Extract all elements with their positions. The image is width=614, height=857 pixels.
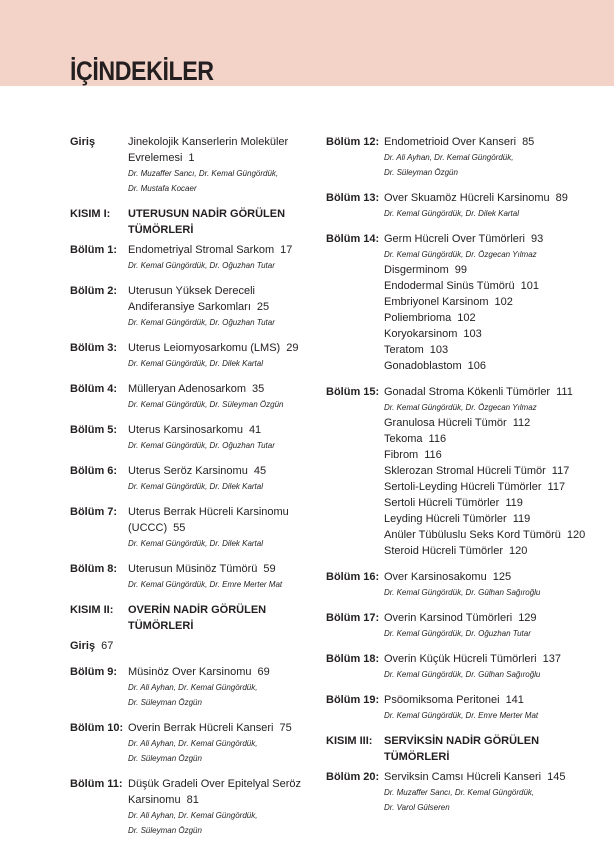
toc-subentry-title: Endodermal Sinüs Tümörü [384, 280, 515, 292]
toc-entry-label: Bölüm 17: [326, 612, 380, 624]
toc-entry-title [384, 692, 596, 708]
toc-entry-authors: Dr. Süleyman Özgün [128, 698, 202, 707]
toc-entry-authors: Dr. Mustafa Kocaer [128, 184, 197, 193]
toc-entry [70, 340, 310, 371]
toc-entry [326, 134, 596, 180]
toc-subentry-page: 112 [512, 417, 531, 429]
toc-entry-label: Bölüm 18: [326, 653, 380, 665]
toc-entry [70, 242, 310, 273]
toc-entry-label: Bölüm 16: [326, 571, 380, 583]
toc-entry-authors: Dr. Kemal Güngördük, Dr. Oğuzhan Tutar [128, 318, 275, 327]
toc-entry-title [384, 651, 596, 667]
toc-entry-page: 81 [186, 794, 199, 806]
toc-subentry-page: 117 [551, 465, 570, 477]
toc-entry-label: Bölüm 9: [70, 666, 118, 678]
toc-subentry-title: Poliembrioma [384, 312, 452, 324]
toc-entry-body [384, 384, 596, 559]
toc-entry-body [384, 190, 596, 221]
toc-entry-body [128, 720, 310, 766]
toc-subentry-page: 102 [494, 296, 513, 308]
toc-entry-label: Bölüm 20: [326, 771, 380, 783]
toc-entry-page: 29 [286, 342, 299, 354]
toc-entry [70, 561, 310, 592]
toc-entry [70, 664, 310, 710]
toc-left-column [70, 134, 310, 848]
toc-entry-body [384, 733, 596, 765]
toc-subentry-title: Gonadoblastom [384, 360, 462, 372]
toc-right-column [326, 134, 596, 825]
toc-entry-authors: Dr. Muzaffer Sancı, Dr. Kemal Güngördük, [128, 169, 279, 178]
toc-entry-title-text: Serviksin Camsı Hücreli Kanseri [384, 771, 542, 783]
toc-entry-page: 145 [547, 771, 566, 783]
toc-entry-body [128, 463, 310, 494]
toc-entry-authors: Dr. Kemal Güngördük, Dr. Gülhan Sağıroğlu [384, 670, 541, 679]
page-title: İÇİNDEKİLER [70, 56, 214, 86]
toc-entry-body [128, 504, 310, 551]
toc-entry-title-text: Overin Berrak Hücreli Kanseri [128, 722, 274, 734]
toc-entry-body [128, 283, 310, 330]
toc-entry-title [128, 134, 310, 166]
toc-entry-authors: Dr. Ali Ayhan, Dr. Kemal Güngördük, [384, 153, 514, 162]
toc-entry-label: Bölüm 13: [326, 192, 380, 204]
toc-entry-page: 67 [101, 640, 114, 652]
toc-entry-title-text: Uterusun Müsinöz Tümörü [128, 563, 258, 575]
toc-entry-authors: Dr. Süleyman Özgün [128, 754, 202, 763]
toc-entry [326, 569, 596, 600]
toc-entry-label: Giriş [70, 136, 96, 148]
toc-entry-body [384, 231, 596, 374]
toc-entry-page: 137 [542, 653, 561, 665]
toc-entry-authors: Dr. Kemal Güngördük, Dr. Dilek Kartal [128, 359, 264, 368]
toc-subentry [384, 326, 596, 342]
toc-entry-authors: Dr. Kemal Güngördük, Dr. Oğuzhan Tutar [128, 261, 275, 270]
toc-subentry-page: 102 [457, 312, 476, 324]
toc-entry-title-text: Uterus Seröz Karsinomu [128, 465, 248, 477]
toc-entry-title [384, 769, 596, 785]
toc-entry-label: Bölüm 19: [326, 694, 380, 706]
toc-entry-body [128, 134, 310, 196]
toc-entry-label: Giriş [70, 640, 96, 652]
toc-subentry-title: Embriyonel Karsinom [384, 296, 489, 308]
toc-subentry-title: Teratom [384, 344, 424, 356]
toc-entry-page: 55 [173, 522, 186, 534]
toc-subentry-page: 106 [467, 360, 487, 372]
toc-entry-label: Bölüm 10: [70, 722, 124, 734]
toc-entry-title-text: SERVİKSİN NADİR GÖRÜLEN TÜMÖRLERİ [384, 735, 540, 763]
toc-entry [70, 638, 310, 654]
toc-entry-authors: Dr. Kemal Güngördük, Dr. Özgecan Yılmaz [384, 403, 537, 412]
toc-entry-body [128, 242, 310, 273]
toc-entry-body [384, 134, 596, 180]
toc-entry-label: Bölüm 4: [70, 383, 118, 395]
toc-entry-title [128, 720, 310, 736]
toc-entry-title [128, 242, 310, 258]
toc-subentry-title: Sertoli-Leyding Hücreli Tümörler [384, 481, 542, 493]
toc-entry-title-text: Müsinöz Over Karsinomu [128, 666, 252, 678]
toc-entry-authors: Dr. Süleyman Özgün [384, 168, 458, 177]
toc-entry [326, 610, 596, 641]
toc-subentry-page: 103 [429, 344, 449, 356]
toc-part-heading [326, 733, 596, 765]
toc-entry-body [128, 340, 310, 371]
toc-entry-body [128, 381, 310, 412]
toc-entry-title [384, 733, 596, 765]
toc-entry-title [128, 463, 310, 479]
toc-part-heading [70, 206, 310, 238]
toc-entry-label: KISIM II: [70, 604, 114, 616]
toc-entry [70, 381, 310, 412]
toc-subentry [384, 278, 596, 294]
toc-entry-label: Bölüm 12: [326, 136, 380, 148]
toc-entry-title-text: Germ Hücreli Over Tümörleri [384, 233, 525, 245]
toc-subentry-page: 103 [463, 328, 482, 340]
toc-subentry-page: 120 [566, 529, 586, 541]
toc-entry-title [128, 504, 310, 536]
toc-subentry [384, 310, 596, 326]
toc-entry-title-text: Düşük Gradeli Over Epitelyal Seröz Karsinomu [128, 778, 302, 806]
toc-subentry-page: 116 [428, 433, 447, 445]
toc-subentry-page: 117 [547, 481, 566, 493]
toc-subentry-page: 119 [512, 513, 531, 525]
toc-subentry-title: Granulosa Hücreli Tümör [384, 417, 507, 429]
toc-entry [70, 776, 310, 838]
toc-entry-title-text: Uterus Karsinosarkomu [128, 424, 243, 436]
toc-entry-page: 85 [522, 136, 535, 148]
toc-entry-title-text: Overin Küçük Hücreli Tümörleri [384, 653, 537, 665]
toc-entry-page: 141 [505, 694, 524, 706]
toc-subentry [384, 527, 596, 543]
toc-entry-authors: Dr. Ali Ayhan, Dr. Kemal Güngördük, [128, 739, 258, 748]
toc-entry-title-text: Uterus Leiomyosarkomu (LMS) [128, 342, 281, 354]
toc-entry-authors: Dr. Kemal Güngördük, Dr. Özgecan Yılmaz [384, 250, 537, 259]
toc-entry-page: 17 [280, 244, 293, 256]
toc-entry-page: 35 [252, 383, 265, 395]
toc-entry-authors: Dr. Ali Ayhan, Dr. Kemal Güngördük, [128, 811, 258, 820]
toc-entry-title [128, 340, 310, 356]
toc-subentry [384, 262, 596, 278]
toc-entry-page: 129 [518, 612, 537, 624]
toc-entry-title-text: Endometriyal Stromal Sarkom [128, 244, 275, 256]
toc-entry-title [128, 283, 310, 315]
toc-entry-title-text: Gonadal Stroma Kökenli Tümörler [384, 386, 551, 398]
toc-subentry [384, 543, 596, 559]
toc-entry-label: Bölüm 1: [70, 244, 118, 256]
toc-entry-title-text: UTERUSUN NADİR GÖRÜLEN TÜMÖRLERİ [128, 208, 286, 236]
toc-entry-label: Bölüm 8: [70, 563, 118, 575]
toc-entry-body [128, 776, 310, 838]
toc-entry [326, 384, 596, 559]
toc-entry-title-text: Jinekolojik Kanserlerin Moleküler Evrelemesi [128, 136, 289, 164]
toc-entry-authors: Dr. Kemal Güngördük, Dr. Gülhan Sağıroğlu [384, 588, 541, 597]
toc-entry-title-text: Overin Karsinod Tümörleri [384, 612, 513, 624]
toc-entry [70, 134, 310, 196]
toc-entry-title-text: Mülleryan Adenosarkom [128, 383, 247, 395]
toc-entry [326, 692, 596, 723]
toc-entry-page: 45 [253, 465, 267, 477]
toc-entry [326, 651, 596, 682]
toc-subentry-title: Tekoma [384, 433, 423, 445]
toc-entry-body [128, 422, 310, 453]
toc-entry-body [384, 769, 596, 815]
toc-entry-title [384, 610, 596, 626]
toc-entry [70, 463, 310, 494]
toc-entry-authors: Dr. Süleyman Özgün [128, 826, 202, 835]
toc-entry-title [128, 561, 310, 577]
toc-subentry [384, 479, 596, 495]
toc-subentry-page: 99 [454, 264, 468, 276]
toc-subentry-title: Fibrom [384, 449, 419, 461]
toc-entry-page: 89 [555, 192, 568, 204]
toc-entry-page: 59 [263, 563, 276, 575]
toc-entry-label: Bölüm 14: [326, 233, 380, 245]
toc-entry-label: Bölüm 2: [70, 285, 118, 297]
toc-entry-page: 25 [256, 301, 270, 313]
toc-entry-label: Bölüm 6: [70, 465, 118, 477]
toc-subentry-title: Koryokarsinom [384, 328, 458, 340]
toc-entry-label: Bölüm 3: [70, 342, 118, 354]
toc-entry-title [128, 602, 310, 634]
toc-entry-title-text: OVERİN NADİR GÖRÜLEN TÜMÖRLERİ [128, 604, 267, 632]
toc-entry-authors: Dr. Varol Gülseren [384, 803, 450, 812]
toc-entry-title-text: Endometrioid Over Kanseri [384, 136, 517, 148]
toc-subentry-title: Disgerminom [384, 264, 449, 276]
toc-subentry-page: 119 [505, 497, 523, 509]
toc-entry-page: 69 [257, 666, 270, 678]
toc-entry-authors: Dr. Kemal Güngördük, Dr. Oğuzhan Tutar [128, 441, 275, 450]
toc-entry-page: 41 [248, 424, 262, 436]
toc-subentry [384, 495, 596, 511]
toc-entry-body [384, 610, 596, 641]
toc-entry-label: KISIM I: [70, 208, 111, 220]
toc-entry-page: 75 [279, 722, 292, 734]
toc-entry-authors: Dr. Kemal Güngördük, Dr. Dilek Kartal [384, 209, 520, 218]
toc-entry-authors: Dr. Muzaffer Sancı, Dr. Kemal Güngördük, [384, 788, 535, 797]
toc-entry-authors: Dr. Kemal Güngördük, Dr. Süleyman Özgün [128, 400, 284, 409]
toc-entry [326, 231, 596, 374]
toc-subentry-page: 120 [509, 545, 528, 557]
toc-subentry [384, 415, 596, 431]
toc-entry-title [128, 776, 310, 808]
toc-entry-title [128, 381, 310, 397]
toc-subentry-title: Steroid Hücreli Tümörler [384, 545, 504, 557]
toc-entry-title [128, 664, 310, 680]
toc-entry [70, 720, 310, 766]
toc-entry [70, 422, 310, 453]
toc-entry [70, 283, 310, 330]
toc-entry-title-text: Psöomiksoma Peritonei [384, 694, 500, 706]
toc-entry-body [128, 602, 310, 634]
toc-entry-authors: Dr. Ali Ayhan, Dr. Kemal Güngördük, [128, 683, 258, 692]
toc-entry-title-text: Over Karsinosakomu [384, 571, 487, 583]
toc-entry-title [128, 422, 310, 438]
toc-entry-page: 111 [556, 386, 573, 398]
toc-entry-body [384, 651, 596, 682]
toc-subentry-title: Sertoli Hücreli Tümörler [384, 497, 500, 509]
toc-entry-title [128, 206, 310, 238]
toc-entry-authors: Dr. Kemal Güngördük, Dr. Emre Merter Mat [128, 580, 283, 589]
toc-entry [326, 769, 596, 815]
toc-entry-label: KISIM III: [326, 735, 373, 747]
toc-entry-body [128, 664, 310, 710]
toc-subentry-title: Sklerozan Stromal Hücreli Tümör [384, 465, 546, 477]
toc-entry-body [128, 561, 310, 592]
toc-entry-body [128, 206, 310, 238]
toc-entry-authors: Dr. Kemal Güngördük, Dr. Dilek Kartal [128, 539, 264, 548]
toc-entry-title [384, 190, 596, 206]
toc-entry-page: 93 [531, 233, 544, 245]
toc-entry-title-text: Over Skuamöz Hücreli Karsinomu [384, 192, 550, 204]
toc-entry-label: Bölüm 5: [70, 424, 118, 436]
toc-entry-label: Bölüm 7: [70, 506, 118, 518]
toc-entry [70, 504, 310, 551]
toc-subentry-page: 101 [520, 280, 540, 292]
toc-subentry [384, 358, 596, 374]
toc-entry-page: 1 [188, 152, 195, 164]
toc-entry-label: Bölüm 15: [326, 386, 380, 398]
toc-entry-title [384, 134, 596, 150]
toc-subentry-title: Leyding Hücreli Tümörler [384, 513, 507, 525]
toc-entry-authors: Dr. Kemal Güngördük, Dr. Oğuzhan Tutar [384, 629, 531, 638]
toc-subentry [384, 463, 596, 479]
toc-entry [326, 190, 596, 221]
toc-subentry [384, 342, 596, 358]
toc-entry-page: 125 [492, 571, 512, 583]
toc-entry-body [384, 692, 596, 723]
toc-subentry [384, 431, 596, 447]
toc-entry-label: Bölüm 11: [70, 778, 123, 790]
toc-entry-title-text: Uterusun Yüksek Dereceli Andiferansiye Sarkomları [128, 285, 255, 313]
toc-subentry [384, 447, 596, 463]
toc-entry-body [384, 569, 596, 600]
toc-subentry [384, 511, 596, 527]
toc-entry-title-text: Uterus Berrak Hücreli Karsinomu (UCCC) [128, 506, 289, 534]
toc-subentry [384, 294, 596, 310]
toc-entry-authors: Dr. Kemal Güngördük, Dr. Emre Merter Mat [384, 711, 539, 720]
toc-entry-title [384, 569, 596, 585]
toc-entry-authors: Dr. Kemal Güngördük, Dr. Dilek Kartal [128, 482, 264, 491]
toc-subentry-title: Anüler Tübüluslu Seks Kord Tümörü [384, 529, 561, 541]
toc-entry-title [384, 384, 596, 400]
toc-subentry-page: 116 [424, 449, 442, 461]
toc-entry-title [384, 231, 596, 247]
toc-part-heading [70, 602, 310, 634]
